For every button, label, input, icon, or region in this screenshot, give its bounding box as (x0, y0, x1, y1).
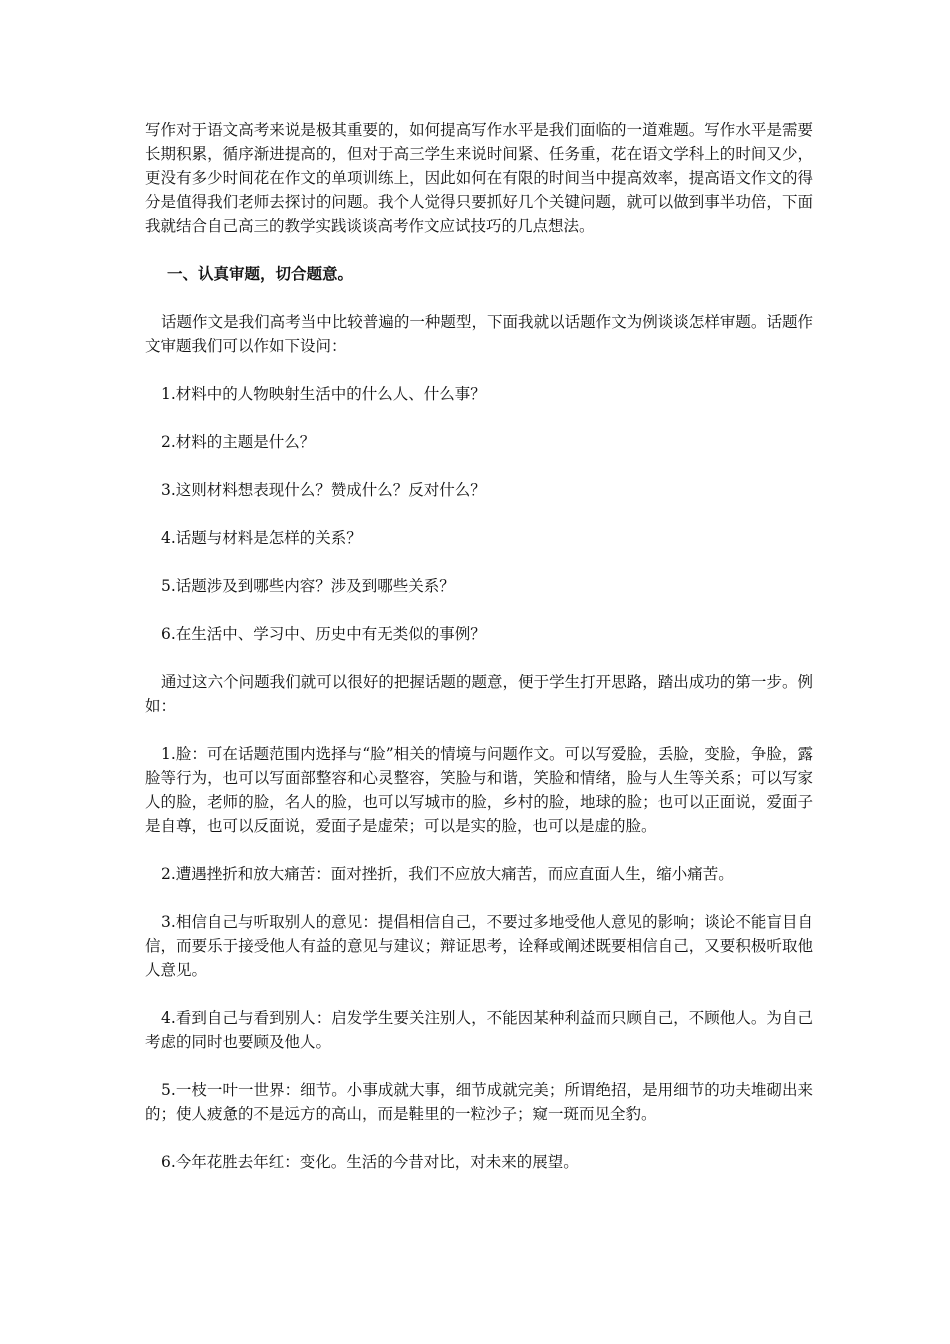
question-item: 3.这则材料想表现什么？赞成什么？反对什么？ (161, 481, 486, 499)
example-item: 3.相信自己与听取别人的意见：提倡相信自己，不要过多地受他人意见的影响；谈论不能盲目自信，而要乐于接受他人有益的意见与建议；辩证思考，诠释或阐述既要相信自己，又要积极听取他人意见。 (145, 913, 813, 979)
question-item: 4.话题与材料是怎样的关系？ (161, 529, 362, 547)
question-item: 2.材料的主题是什么？ (161, 433, 316, 451)
section-heading: 一、认真审题，切合题意。 (167, 264, 354, 283)
question-item: 5.话题涉及到哪些内容？涉及到哪些关系？ (161, 577, 455, 595)
intro-paragraph: 写作对于语文高考来说是极其重要的，如何提高写作水平是我们面临的一道难题。写作水平是需要长期积累，循序渐进提高的，但对于高三学生来说时间紧、任务重，花在语文学科上的时间又少，更没有多少时间花在作文的单项训练上，因此如何在有限的时间当中提高效率，提高语文作文的得分是值得我们老师去探讨的问题。我个人觉得只要抓好几个关键问题，就可以做到事半功倍，下面我就结合自己高三的教学实践谈谈高考作文应试技巧的几点想法。 (145, 121, 813, 235)
example-item: 1.脸：可在话题范围内选择与“脸”相关的情境与问题作文。可以写爱脸，丢脸，变脸，争脸，露脸等行为，也可以写面部整容和心灵整容，笑脸与和谐，笑脸和情绪，脸与人生等关系；可以写家人的脸，老师的脸，名人的脸，也可以写城市的脸，乡村的脸，地球的脸；也可以正面说，爱面子是自尊，也可以反面说，爱面子是虚荣；可以是实的脸，也可以是虚的脸。 (145, 745, 813, 835)
question-list (145, 382, 813, 646)
transition-paragraph: 通过这六个问题我们就可以很好的把握话题的题意，便于学生打开思路，踏出成功的第一步。例如： (145, 673, 813, 715)
question-item: 6.在生活中、学习中、历史中有无类似的事例？ (161, 625, 486, 643)
example-item: 2.遭遇挫折和放大痛苦：面对挫折，我们不应放大痛苦，而应直面人生，缩小痛苦。 (161, 865, 734, 883)
example-item: 6.今年花胜去年红：变化。生活的今昔对比，对未来的展望。 (161, 1153, 579, 1171)
example-list (145, 742, 813, 1174)
question-item: 1.材料中的人物映射生活中的什么人、什么事？ (161, 385, 486, 403)
lead-paragraph: 话题作文是我们高考当中比较普遍的一种题型，下面我就以话题作文为例谈谈怎样审题。话题作文审题我们可以作如下设问： (145, 313, 813, 355)
document-page (145, 118, 813, 1198)
example-item: 5.一枝一叶一世界：细节。小事成就大事，细节成就完美；所谓绝招，是用细节的功夫堆砌出来的；使人疲惫的不是远方的高山，而是鞋里的一粒沙子；窥一斑而见全豹。 (145, 1081, 813, 1123)
example-item: 4.看到自己与看到别人：启发学生要关注别人，不能因某种利益而只顾自己，不顾他人。为自己考虑的同时也要顾及他人。 (145, 1009, 813, 1051)
